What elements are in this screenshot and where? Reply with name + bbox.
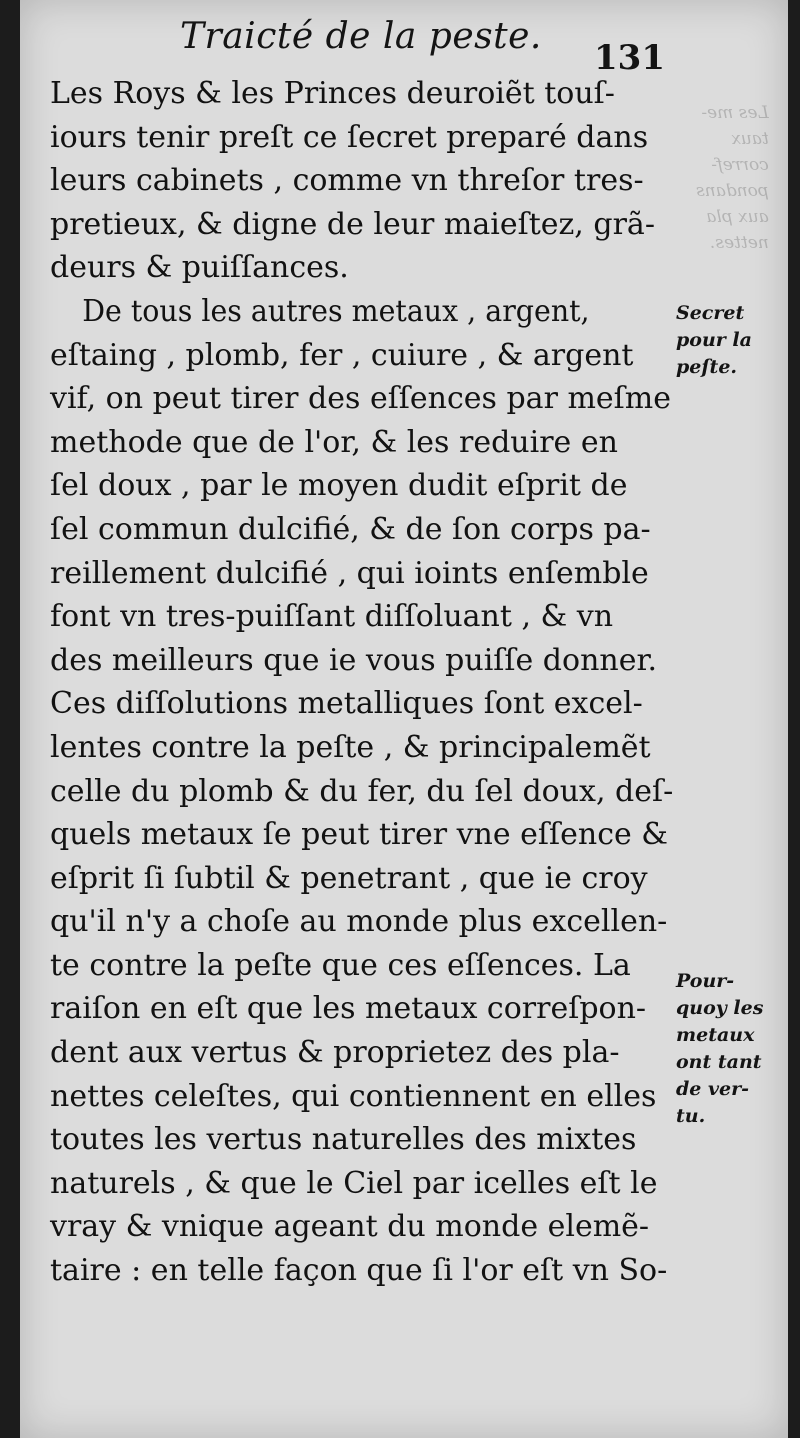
margin-note-pourquoy: [676, 968, 786, 1130]
margin-note-line: tu.: [676, 1105, 706, 1127]
text-line: ſel doux , par le moyen dudit eſprit de: [50, 468, 628, 504]
margin-note-line: pour la: [676, 329, 752, 351]
margin-note-line: de ver-: [676, 1078, 750, 1100]
text-line: vray & vnique ageant du monde elemẽ-: [50, 1209, 650, 1245]
text-line: reillement dulcifié , qui ioints enſemble: [50, 555, 649, 591]
text-line: raiſon en eſt que les metaux correſpon-: [50, 991, 647, 1027]
book-page: [20, 0, 788, 1438]
margin-note-secret: [676, 300, 786, 381]
text-line: De tous les autres metaux , argent,: [82, 293, 590, 329]
text-line: pretieux, & digne de leur maieſtez, grã-: [50, 206, 655, 242]
text-line: qu'il n'y a choſe au monde plus excellen-: [50, 904, 668, 940]
text-line: methode que de l'or, & les reduire en: [50, 424, 618, 460]
text-line: leurs cabinets , comme vn threſor tres-: [50, 163, 644, 199]
text-line: des meilleurs que ie vous puiſſe donner.: [50, 642, 658, 678]
text-line: lentes contre la peſte , & principalemẽt: [50, 729, 651, 765]
page-number: 131: [594, 38, 665, 78]
text-line: quels metaux ſe peut tirer vne eſſence &: [50, 817, 669, 853]
bleed-through-mark: Les me- taux corref- pondans aux pla nettes.: [696, 103, 769, 253]
margin-note-line: peſte.: [676, 356, 738, 378]
text-line: vif, on peut tirer des eſſences par meſme: [50, 381, 671, 417]
text-line: nettes celeſtes, qui contiennent en elles: [50, 1078, 657, 1114]
text-line: toutes les vertus naturelles des mixtes: [50, 1122, 637, 1158]
running-head: Traicté de la peste.: [180, 16, 542, 57]
text-line: font vn tres-puiſſant diſſoluant , & vn: [50, 599, 614, 635]
text-line: taire : en telle façon que ſi l'or eſt vn So-: [50, 1253, 668, 1289]
text-line: iours tenir preſt ce ſecret preparé dans: [50, 119, 649, 155]
text-line: celle du plomb & du fer, du ſel doux, deſ-: [50, 773, 674, 809]
text-line: naturels , & que le Ciel par icelles eſt le: [50, 1165, 658, 1201]
text-line: eſtaing , plomb, fer , cuiure , & argent: [50, 337, 634, 373]
margin-note-line: metaux: [676, 1024, 755, 1046]
text-line: ſel commun dulcifié, & de ſon corps pa-: [50, 511, 651, 547]
margin-note-line: Secret: [676, 302, 745, 324]
main-text-block: [50, 72, 700, 1293]
margin-note-line: quoy les: [676, 997, 764, 1019]
text-line: deurs & puiſſances.: [50, 250, 349, 286]
text-line: eſprit ſi ſubtil & penetrant , que ie croy: [50, 860, 648, 896]
margin-note-line: Pour-: [676, 970, 735, 992]
text-line: Ces diſſolutions metalliques ſont excel-: [50, 686, 643, 722]
margin-note-line: ont tant: [676, 1051, 762, 1073]
text-line: dent aux vertus & proprietez des pla-: [50, 1035, 620, 1071]
text-line: Les Roys & les Princes deuroiẽt touſ-: [50, 76, 615, 111]
text-line: te contre la peſte que ces eſſences. La: [50, 947, 631, 983]
